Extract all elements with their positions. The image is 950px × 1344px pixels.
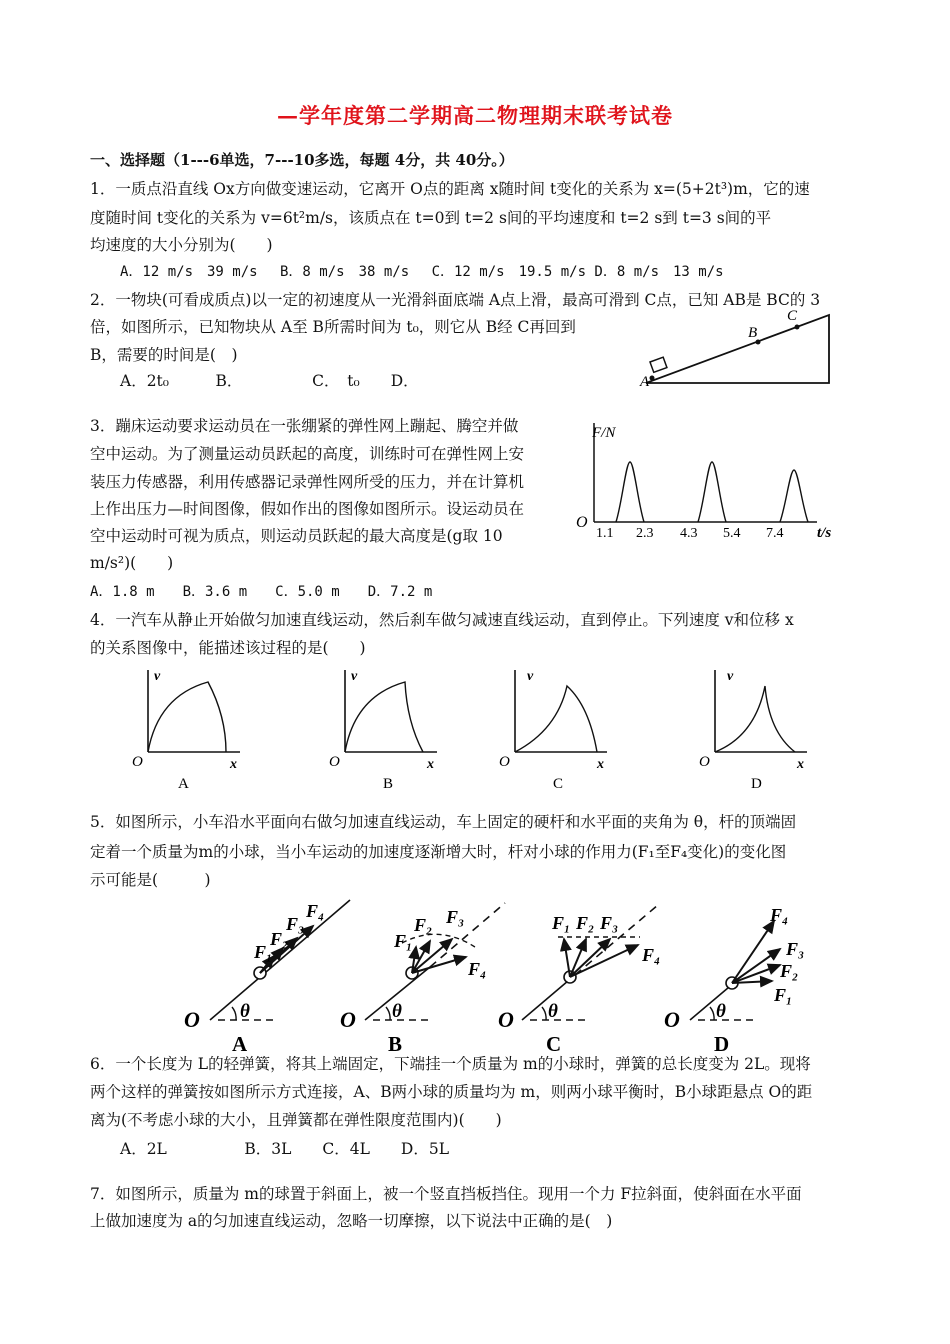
section-heading: 一、选择题（1---6单选，7---10多选，每题 4分，共 40分。） — [90, 151, 514, 169]
force-label: F₄ — [468, 959, 487, 979]
incline-triangle — [646, 315, 829, 383]
q6-line: 离为(不考虑小球的大小，且弹簧都在弹性限度范围内)( ) — [90, 1111, 502, 1129]
force-arrow — [732, 949, 780, 983]
x-axis-label: t/s — [817, 525, 832, 541]
q6-line: 两个这样的弹簧按如图所示方式连接，A、B两小球的质量均为 m，则两小球平衡时，B小球距悬点 O的距 — [90, 1083, 813, 1101]
force-label: F₃ — [786, 939, 805, 959]
q2-line: B，需要的时间是( ) — [90, 346, 238, 364]
q3-line: m/s²)( ) — [90, 554, 174, 572]
q1-options: A．12 m/s 39 m/s B．8 m/s 38 m/s C．12 m/s 19.5 m/s D．8 m/s 13 m/s — [120, 264, 724, 280]
q3-line: 空中运动时可视为质点，则运动员跃起的最大高度是(g取 10 — [90, 527, 503, 545]
page-title: —学年度第二学期高二物理期末联考试卷 — [277, 103, 673, 128]
label-b: B — [748, 325, 758, 341]
theta-label: θ — [392, 1001, 402, 1022]
x-axis-label: x — [597, 757, 604, 772]
origin-label: O — [498, 1007, 514, 1032]
force-label: F₂ — [576, 913, 595, 933]
point-a — [650, 376, 655, 381]
y-axis-label: v — [727, 669, 734, 684]
point-c — [795, 325, 800, 330]
q7-line: 7．如图所示，质量为 m的球置于斜面上，被一个竖直挡板挡住。现用一个力 F拉斜面，使斜面在水平面 — [90, 1185, 802, 1203]
force-label: F₃ — [446, 907, 465, 927]
angle-arc — [386, 1007, 390, 1020]
q5-line: 定着一个质量为m的小球，当小车运动的加速度逐渐增大时，杆对小球的作用力(F₁至F₄变化)的变化图 — [90, 843, 787, 861]
q6-line: 6．一个长度为 L的轻弹簧，将其上端固定，下端挂一个质量为 m的小球时，弹簧的总长度变为 2L。现将 — [90, 1055, 811, 1073]
angle-arc — [542, 1007, 546, 1020]
y-axis-label: v — [154, 669, 161, 684]
rod — [210, 900, 350, 1020]
panel-c — [498, 905, 660, 1055]
block — [650, 357, 667, 372]
pulse-2 — [698, 462, 726, 522]
q1-line: 度随时间 t变化的关系为 v=6t²m/s，该质点在 t=0到 t=2 s间的平均速度和 t=2 s到 t=3 s间的平 — [90, 209, 772, 227]
q2-line: 2．一物块(可看成质点)以一定的初速度从一光滑斜面底端 A点上滑，最高可滑到 C点，已知 AB是 BC的 3 — [90, 291, 821, 309]
force-label: F₁ — [552, 913, 571, 933]
label-c: C — [787, 308, 798, 324]
panel-label: C — [546, 1032, 562, 1055]
q3-line: 装压力传感器，利用传感器记录弹性网所受的压力，并在计算机 — [90, 473, 525, 491]
force-arrow — [570, 945, 638, 977]
curve — [148, 682, 226, 752]
graph-label: A — [178, 776, 189, 792]
force-label: F₁ — [254, 942, 273, 962]
theta-label: θ — [548, 1001, 558, 1022]
curve — [715, 686, 795, 752]
origin-label: O — [664, 1007, 680, 1032]
force-rod-figures — [180, 895, 860, 1055]
curve — [515, 686, 597, 752]
vx-graph-d — [697, 660, 817, 795]
tick-label: 4.3 — [680, 526, 698, 541]
q5-line: 5．如图所示，小车沿水平面向右做匀加速直线运动，车上固定的硬杆和水平面的夹角为 θ，杆的顶端固 — [90, 813, 797, 831]
force-label: F₁ — [774, 985, 793, 1005]
force-label: F₂ — [414, 915, 433, 935]
y-axis-label: v — [351, 669, 358, 684]
force-label: F₂ — [270, 929, 289, 949]
q2-options: A．2t₀ B． C． t₀ D． — [120, 372, 419, 390]
q3-line: 上作出压力—时间图像，假如作出的图像如图所示。设运动员在 — [90, 500, 525, 518]
force-label: F₄ — [306, 901, 325, 921]
origin-label: O — [576, 514, 588, 531]
angle-arc — [232, 1007, 236, 1020]
force-label: F₃ — [286, 914, 305, 934]
angle-arc — [710, 1007, 714, 1020]
q5-line: 示可能是( ) — [90, 871, 211, 889]
theta-label: θ — [240, 1001, 250, 1022]
y-axis-label: F/N — [592, 425, 616, 441]
q4-line: 的关系图像中，能描述该过程的是( ) — [90, 639, 366, 657]
x-axis-label: x — [797, 757, 804, 772]
curve — [345, 682, 423, 752]
incline-figure — [636, 300, 836, 392]
graph-label: D — [751, 776, 762, 792]
q6-options: A．2L B．3L C．4L D．5L — [120, 1140, 449, 1158]
q4-line: 4．一汽车从静止开始做匀加速直线运动，然后刹车做匀减速直线运动，直到停止。下列速度 v和位移 x — [90, 611, 794, 629]
graph-label: B — [383, 776, 394, 792]
q1-line: 1．一质点沿直线 Ox方向做变速运动，它离开 O点的距离 x随时间 t变化的关系为 x=(5+2t³)m，它的速 — [90, 180, 810, 198]
x-axis-label: x — [427, 757, 434, 772]
panel-label: B — [388, 1032, 403, 1055]
q2-line: 倍，如图所示，已知物块从 A至 B所需时间为 t₀，则它从 B经 C再回到 — [90, 318, 576, 336]
force-label: F₄ — [770, 905, 789, 925]
vx-graph-c — [497, 660, 617, 795]
origin-label: O — [329, 754, 340, 770]
origin-label: O — [499, 754, 510, 770]
theta-label: θ — [716, 1001, 726, 1022]
tick-label: 2.3 — [636, 526, 654, 541]
panel-b — [340, 903, 505, 1055]
label-a: A — [640, 374, 650, 390]
force-label: F₁ — [394, 931, 413, 951]
force-label: F₄ — [642, 945, 661, 965]
origin-label: O — [340, 1007, 356, 1032]
force-arrow — [732, 921, 774, 983]
force-label: F₂ — [780, 961, 799, 981]
q1-line: 均速度的大小分别为( ) — [90, 236, 273, 254]
force-arrow — [570, 939, 610, 977]
tick-label: 5.4 — [723, 526, 741, 541]
q3-options: A．1.8 m B．3.6 m C．5.0 m D．7.2 m — [90, 584, 433, 600]
q3-line: 3．蹦床运动要求运动员在一张绷紧的弹性网上蹦起、腾空并做 — [90, 417, 519, 435]
tick-label: 1.1 — [596, 526, 614, 541]
pulse-1 — [616, 462, 644, 522]
tick-label: 7.4 — [766, 526, 784, 541]
q3-line: 空中运动。为了测量运动员跃起的高度，训练时可在弹性网上安 — [90, 445, 525, 463]
x-axis-label: x — [230, 757, 237, 772]
vx-graph-a — [130, 660, 250, 795]
q7-line: 上做加速度为 a的匀加速直线运动，忽略一切摩擦，以下说法中正确的是( ) — [90, 1212, 613, 1230]
vx-graph-b — [327, 660, 447, 795]
origin-label: O — [184, 1007, 200, 1032]
graph-label: C — [553, 776, 564, 792]
panel-label: A — [232, 1032, 248, 1055]
origin-label: O — [132, 754, 143, 770]
panel-a — [184, 900, 350, 1055]
force-label: F₃ — [600, 913, 619, 933]
panel-label: D — [714, 1032, 730, 1055]
y-axis-label: v — [527, 669, 534, 684]
pulse-3 — [780, 470, 808, 522]
force-time-graph — [572, 415, 852, 550]
origin-label: O — [699, 754, 710, 770]
panel-d — [664, 905, 804, 1055]
